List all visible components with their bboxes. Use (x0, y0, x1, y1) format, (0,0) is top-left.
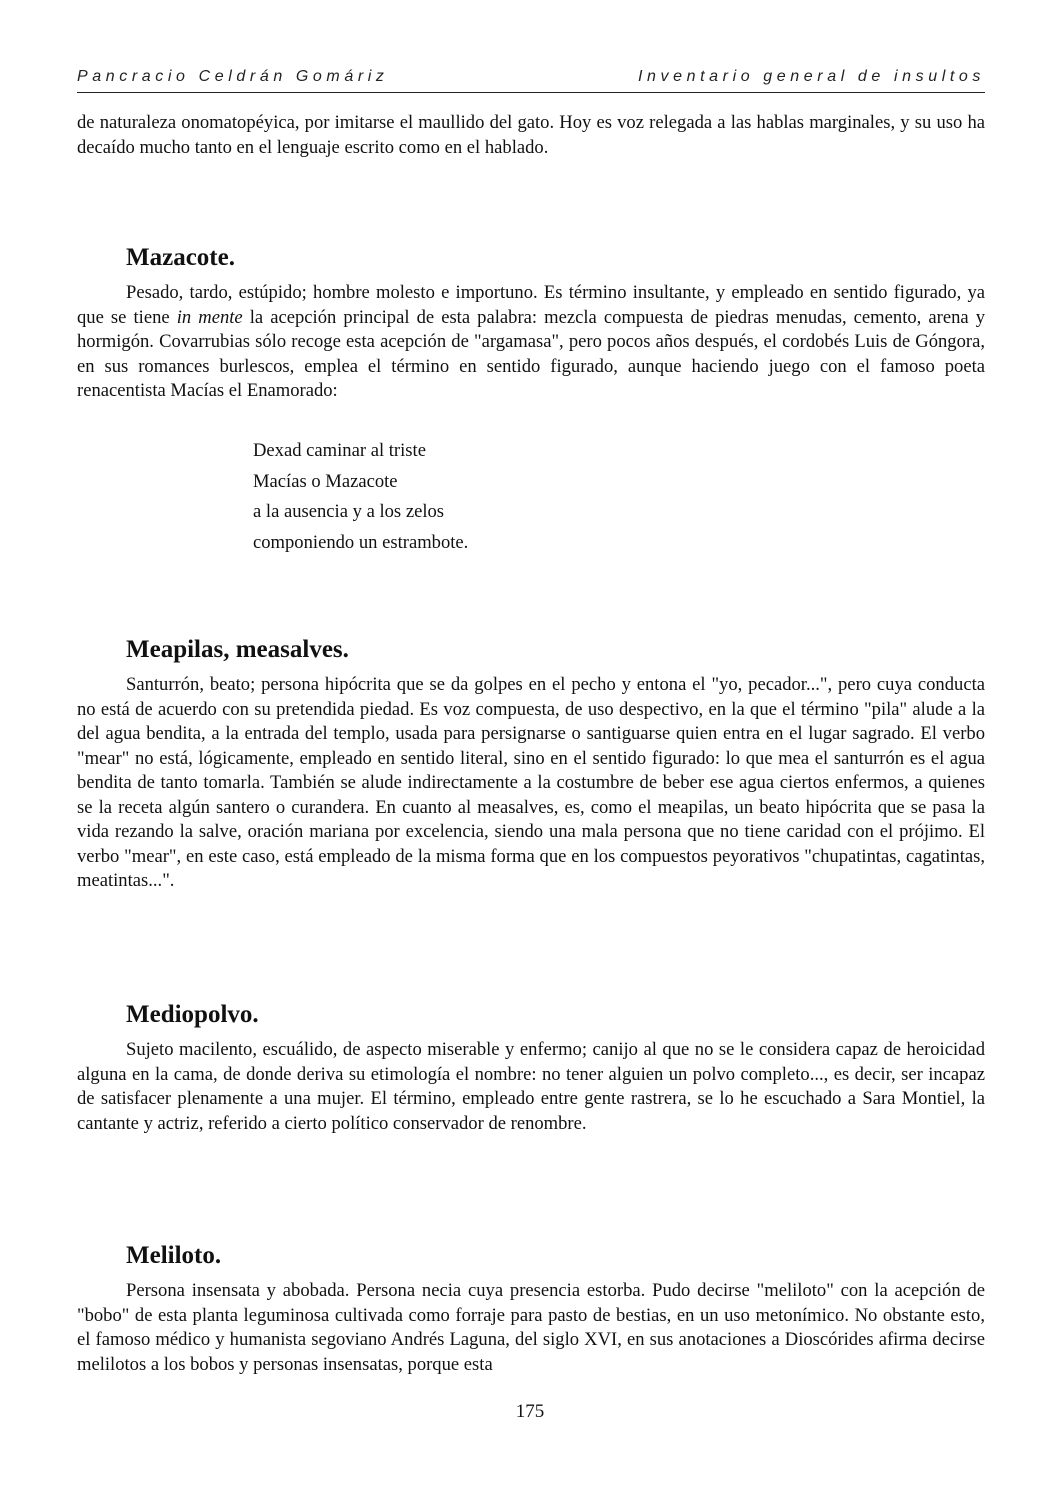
entry-headword-mediopolvo: Mediopolvo. (126, 1001, 259, 1028)
verse-line: Macías o Mazacote (253, 470, 398, 492)
verse-line: a la ausencia y a los zelos (253, 501, 445, 522)
header-author: Pancracio Celdrán Gomáriz (77, 68, 389, 85)
body-text: la acepción principal de esta palabra: mezcla compuesta de piedras menudas, cemento, arena y hormigón. Covarrubias sólo recoge esta acepción de "argamasa", pero pocos años después, el cordobés Luis de Góngora, en sus romances burlescos, emplea el término en sentido figurado, aunque haciendo juego con el famoso poeta renacentista Macías el Enamorado: (77, 306, 986, 401)
entry-body-mazacote (77, 281, 985, 404)
entry-headword-meapilas: Meapilas, measalves. (126, 636, 349, 663)
running-header (77, 66, 985, 93)
verse-line: componiendo un estrambote. (253, 531, 469, 553)
entry-body-meliloto: Persona insensata y abobada. Persona necia cuya presencia estorba. Pudo decirse "meliloto" con la acepción de "bobo" de esta planta leguminosa cultivada como forraje para pasto de bestias, en un uso metonímico. No obstante esto, el famoso médico y humanista segoviano Andrés Laguna, del siglo XVI, en sus anotaciones a Dioscórides afirma decirse melilotos a los bobos y personas insensatas, porque esta (77, 1280, 985, 1375)
page-number: 175 (515, 1401, 545, 1422)
entry-body-meapilas: Santurrón, beato; persona hipócrita que se da golpes en el pecho y entona el "yo, pecador...", pero cuya conducta no está de acuerdo con su pretendida piedad. Es voz compuesta, de uso despectivo, en la que el término "pila" alude a la del agua bendita, a la entrada del templo, usada para persignarse o santiguarse quien entra en el lugar sagrado. El verbo "mear" no está, lógicamente, empleado en sentido literal, sino en el sentido figurado: lo que mea el santurrón es el agua bendita de tanto tomarla. También se alude indirectamente a la costumbre de beber ese agua ciertos enfermos, a quienes se la receta algún santero o curandera. En cuanto al measalves, es, como el meapilas, un beato hipócrita que se pasa la vida rezando la salve, oración mariana por excelencia, siendo una mala persona que no tiene caridad con el prójimo. El verbo "mear", en este caso, está empleado de la misma forma que en los compuestos peyorativos "chupatintas, cagatintas, meatintas...". (77, 674, 985, 891)
italic-phrase: in mente (176, 306, 243, 328)
entry-headword-meliloto: Meliloto. (126, 1242, 222, 1269)
continuation-paragraph: de naturaleza onomatopéyica, por imitarse el maullido del gato. Hoy es voz relegada a las hablas marginales, y su uso ha decaído mucho tanto en el lenguaje escrito como en el hablado. (77, 112, 985, 158)
body-text: Pesado, tardo, estúpido; hombre molesto e importuno. Es término insultante, y empleado en sentido figurado, ya que se tiene (77, 282, 985, 328)
header-book-title: Inventario general de insultos (637, 68, 985, 85)
verse-line: Dexad caminar al triste (253, 440, 426, 461)
entry-headword-mazacote: Mazacote. (126, 244, 235, 271)
verse-quote (253, 436, 468, 558)
entry-body-mediopolvo: Sujeto macilento, escuálido, de aspecto miserable y enfermo; canijo al que no se le considera capaz de heroicidad alguna en la cama, de donde deriva su etimología el nombre: no tener alguien un polvo completo..., es decir, ser incapaz de satisfacer plenamente a una mujer. El término, empleado entre gente rastrera, se lo he escuchado a Sara Montiel, la cantante y actriz, referido a cierto político conservador de renombre. (77, 1039, 985, 1134)
